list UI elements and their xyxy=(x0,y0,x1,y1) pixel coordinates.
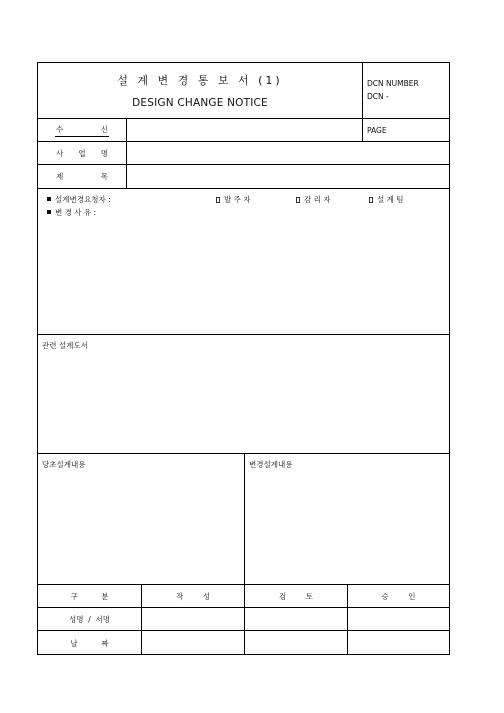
changed-design-label: 변경설계내용 xyxy=(249,460,293,469)
reason-line xyxy=(47,209,96,217)
name-sign-label: 성명 / 서명 xyxy=(68,614,111,624)
review-date-field[interactable] xyxy=(245,631,347,655)
subject-label-cell xyxy=(38,165,126,188)
project-label-char-3: 명 xyxy=(100,148,108,158)
related-drawings-label: 관련 설계도서 xyxy=(42,341,88,350)
option-supervisor[interactable] xyxy=(296,196,331,204)
page-label: PAGE xyxy=(367,126,387,135)
bullet-icon xyxy=(47,197,51,201)
review-char-1: 검 xyxy=(279,591,287,601)
recipient-label-char-2: 신 xyxy=(100,124,108,134)
date-char-1: 날 xyxy=(70,638,78,648)
date-char-2: 짜 xyxy=(101,638,109,648)
subject-label-char-2: 목 xyxy=(100,172,108,181)
project-label-cell xyxy=(38,142,126,164)
subject-field[interactable] xyxy=(127,165,449,188)
approval-char-2: 인 xyxy=(408,591,416,601)
written-sign-field[interactable] xyxy=(142,608,244,630)
option-supervisor-label: 감 리 자 xyxy=(304,195,331,204)
dcn-number-label: DCN NUMBER xyxy=(367,79,419,88)
approval-header-review xyxy=(245,585,347,607)
checkbox-icon[interactable] xyxy=(369,197,373,203)
approval-header-category xyxy=(38,585,141,607)
project-label-char-1: 사 xyxy=(56,148,64,158)
original-design-label: 당초설계내용 xyxy=(42,460,86,469)
approval-sign-field[interactable] xyxy=(348,608,449,630)
bullet-icon xyxy=(47,210,51,214)
requester-line xyxy=(47,196,111,204)
approval-header-approval xyxy=(348,585,449,607)
recipient-field[interactable] xyxy=(127,119,362,141)
date-label-cell xyxy=(38,631,141,655)
project-label-char-2: 업 xyxy=(78,148,86,158)
title-block xyxy=(38,63,362,118)
title-english: DESIGN CHANGE NOTICE xyxy=(132,97,268,109)
title-korean: 설 계 변 경 통 보 서 (1) xyxy=(117,74,283,87)
checkbox-icon[interactable] xyxy=(296,197,300,203)
option-client-label: 발 주 자 xyxy=(224,195,251,204)
approval-char-1: 승 xyxy=(381,591,389,601)
project-name-field[interactable] xyxy=(127,142,449,164)
category-char-2: 분 xyxy=(101,591,109,601)
review-sign-field[interactable] xyxy=(245,608,347,630)
option-design-team[interactable] xyxy=(369,196,404,204)
written-date-field[interactable] xyxy=(142,631,244,655)
requester-label: 설계변경요청자 : xyxy=(55,195,111,204)
option-client[interactable] xyxy=(216,196,251,204)
subject-label-char-1: 제 xyxy=(56,172,64,181)
approval-header-written xyxy=(142,585,244,607)
recipient-label-char-1: 수 xyxy=(56,124,64,134)
recipient-label-cell xyxy=(38,119,126,141)
review-char-2: 토 xyxy=(305,591,313,601)
approval-date-field[interactable] xyxy=(348,631,449,655)
reason-label: 변 경 사 유 : xyxy=(55,208,97,217)
option-design-team-label: 설 계 팀 xyxy=(377,195,404,204)
checkbox-icon[interactable] xyxy=(216,197,220,203)
written-char-2: 성 xyxy=(202,591,210,601)
dcn-label: DCN - xyxy=(367,92,389,101)
category-char-1: 구 xyxy=(70,591,78,601)
written-char-1: 작 xyxy=(176,591,184,601)
design-change-notice-form xyxy=(37,62,450,655)
